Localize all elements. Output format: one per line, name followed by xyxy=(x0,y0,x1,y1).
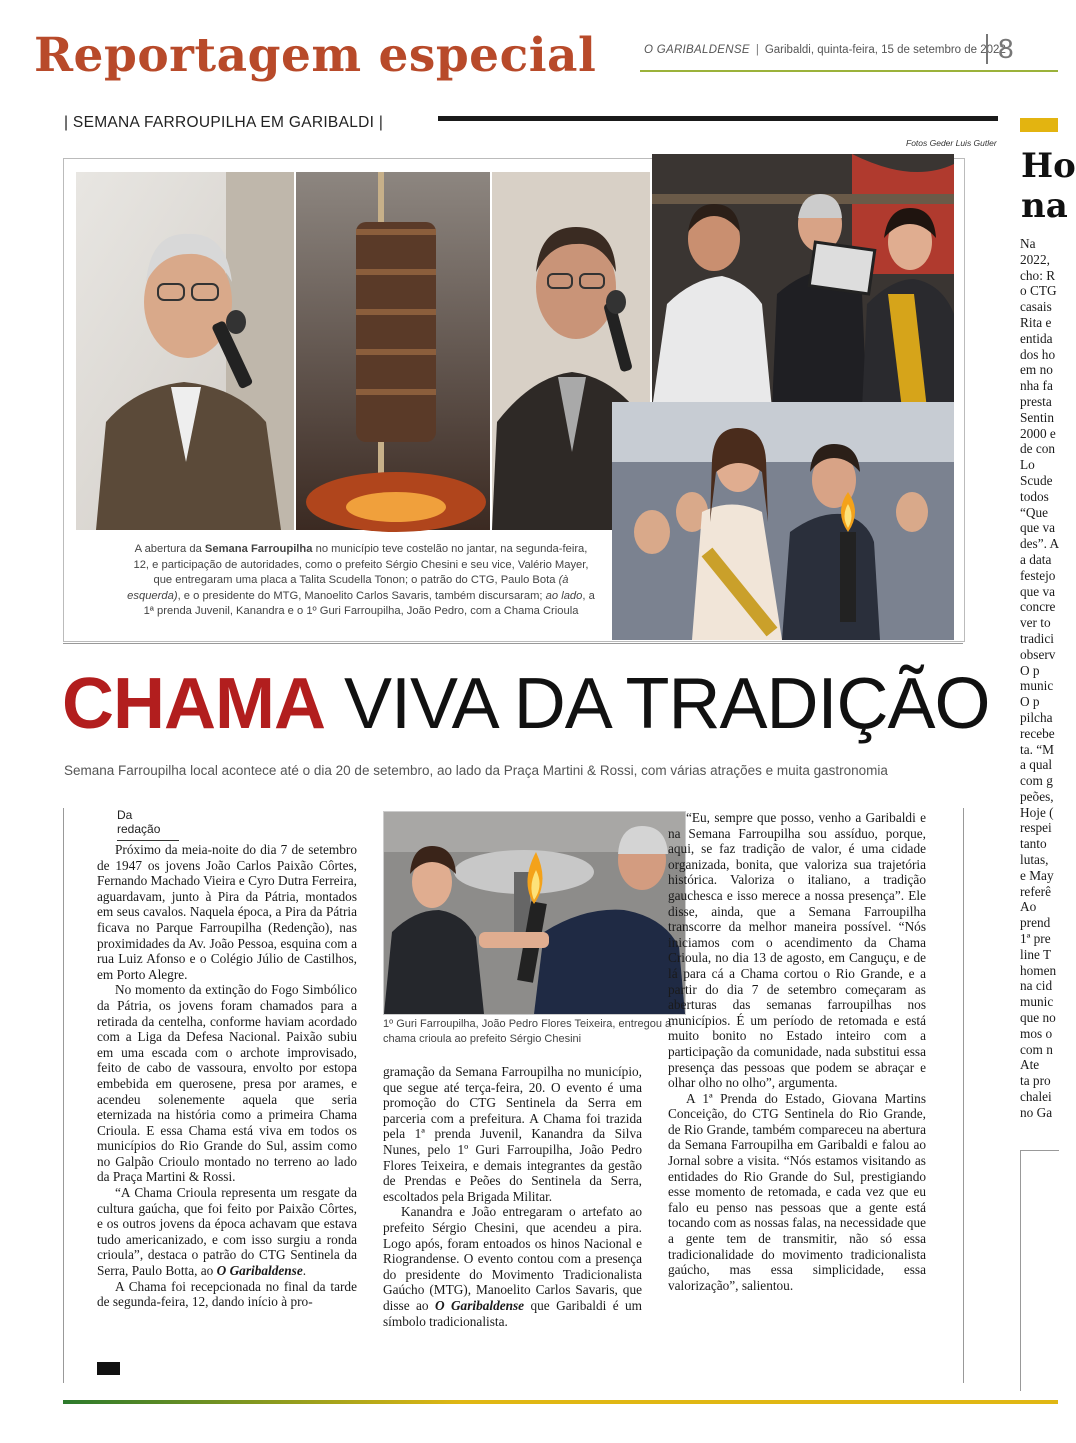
sidebar-line: prend xyxy=(1020,915,1051,931)
subheadline: Semana Farroupilha local acontece até o dia 20 de setembro, ao lado da Praça Martini & Rossi, com várias atrações e muita gastronomia xyxy=(64,763,888,778)
sidebar-line: 2022, xyxy=(1020,251,1050,267)
sidebar-line: na cid xyxy=(1020,978,1053,994)
divider xyxy=(63,643,963,644)
end-marker xyxy=(97,1362,120,1375)
dateline: Garibaldi, quinta-feira, 15 de setembro de 2022 xyxy=(764,44,1006,56)
page-number: 8 xyxy=(986,34,1014,64)
sidebar-line: Hoje ( xyxy=(1020,804,1054,820)
paragraph: No momento da extinção do Fogo Simbólico da Pátria, os jovens foram chamados para a retirada da centelha, conforme haviam acordado com a Liga da Defesa Nacional. Paixão subiu em uma escada com o archote improvisado, feito de cabo de vassoura, envolto por estopa embebida em querosene, presa por arames, e acendeu solenemente aquela que seria eternizada na história como a primeira Chama Crioula. E essa Chama está viva em todos os municípios do Rio Grande do Sul, assim como no Galpão Crioulo montado no terreno ao lado da Praça Martini & Rossi. xyxy=(97,982,357,1185)
paragraph: A 1ª Prenda do Estado, Giovana Martins Conceição, do CTG Sentinela do Rio Grande, de Rio Grande, também compareceu na abertura da Semana Farroupilha em Garibaldi e falou ao Jornal sobre a visita. “Nós estamos visitando as entidades do Rio Grande do Sul, prestigiando esse momento de retomada, e cada vez que eu falo eu penso nas pessoas que a gente está tocando com as nossas falas, na necessidade que a gente tem de transmitir, não só essa tradicionalidade do movimento tradicionalista gaúcho, mas essa simplicidade, essa valorização”, salientou. xyxy=(668,1090,926,1293)
sidebar-line: o CTG xyxy=(1020,283,1057,299)
sidebar-line: no Ga xyxy=(1020,1104,1053,1120)
article-column-1 xyxy=(97,842,357,1310)
sidebar-line: todos xyxy=(1020,488,1049,504)
sidebar-line: de con xyxy=(1020,441,1056,457)
sidebar-line: com n xyxy=(1020,1041,1053,1057)
sidebar-line: Ate xyxy=(1020,1057,1040,1073)
sidebar-line: “Que xyxy=(1020,504,1049,520)
headline-highlight: CHAMA xyxy=(62,664,325,744)
sidebar-line: dos ho xyxy=(1020,346,1056,362)
sidebar-line: concre xyxy=(1020,599,1056,615)
sidebar-line: mos o xyxy=(1020,1025,1053,1041)
sidebar-line: line T xyxy=(1020,946,1052,962)
sidebar-line: ta. “M xyxy=(1020,741,1054,757)
newspaper-name: O GARIBALDENSE xyxy=(644,44,750,56)
sidebar-line: em no xyxy=(1020,362,1053,378)
photo-credit: Fotos Geder Luis Gutler xyxy=(906,138,997,148)
sidebar-line: entida xyxy=(1020,330,1053,346)
sidebar-line: a qual xyxy=(1020,757,1053,773)
sidebar-line: que va xyxy=(1020,583,1056,599)
headline-rest: VIVA DA TRADIÇÃO xyxy=(324,664,990,744)
byline: Da redação xyxy=(117,808,179,841)
sidebar-line: a data xyxy=(1020,551,1052,567)
inline-photo-caption: 1º Guri Farroupilha, João Pedro Flores Teixeira, entregou a chama crioula ao prefeito Sérgio Chesini xyxy=(383,1018,672,1045)
masthead: O GARIBALDENSE | Garibaldi, quinta-feira, 15 de setembro de 2022 xyxy=(644,44,1006,56)
sidebar-line: festejo xyxy=(1020,567,1056,583)
sidebar-box xyxy=(1020,1150,1059,1391)
sidebar-line: que va xyxy=(1020,520,1056,536)
sidebar-line: munic xyxy=(1020,678,1054,694)
sidebar-column xyxy=(1020,236,1058,1121)
paragraph: Kanandra e João entregaram o artefato ao prefeito Sérgio Chesini, que acendeu a pira. Logo após, foram entoados os hinos Nacional e Riograndense. O evento contou com a presença do presidente do Movimento Tradicionalista Gaúcho (MTG), Manoelito Carlos Savaris, que disse ao O Garibaldense que Garibaldi é um símbolo tradicionalista. xyxy=(383,1204,642,1329)
sidebar-line: ver to xyxy=(1020,615,1051,631)
sidebar-line: 1ª pre xyxy=(1020,931,1051,947)
sidebar-line: com g xyxy=(1020,773,1053,789)
sidebar-line: ta pro xyxy=(1020,1073,1051,1089)
sidebar-headline: Ho na xyxy=(1021,146,1076,226)
sidebar-line: Na xyxy=(1020,236,1036,251)
sidebar-line: chalei xyxy=(1020,1089,1052,1105)
headline xyxy=(62,664,990,744)
sidebar-line: casais xyxy=(1020,299,1052,315)
photo-plaque xyxy=(652,154,954,409)
column-rule-left xyxy=(63,808,64,1383)
sidebar-line: peões, xyxy=(1020,788,1054,804)
sidebar-line: Rita e xyxy=(1020,314,1052,330)
paragraph: A Chama foi recepcionada no final da tarde de segunda-feira, 12, dando início à pro- xyxy=(97,1278,357,1310)
photo-speaker-left xyxy=(76,172,294,530)
sidebar-line: homen xyxy=(1020,962,1057,978)
column-rule-right xyxy=(963,808,964,1383)
sidebar-line: Scude xyxy=(1020,472,1053,488)
sidebar-line: Ao xyxy=(1020,899,1037,915)
sidebar-line: que no xyxy=(1020,1010,1056,1026)
sidebar-line: referê xyxy=(1020,883,1051,899)
article-column-3 xyxy=(668,810,926,1293)
sidebar-line: 2000 e xyxy=(1020,425,1056,441)
sidebar-line: O p xyxy=(1020,694,1040,710)
photo-costelao xyxy=(296,172,490,530)
sidebar-line: lutas, xyxy=(1020,852,1049,868)
kicker-rule xyxy=(438,116,998,121)
sidebar-line: observ xyxy=(1020,646,1056,662)
sidebar-line: nha fa xyxy=(1020,378,1053,394)
paragraph: “A Chama Crioula representa um resgate da cultura gaúcha, que foi feito por Paixão Côrtes, e os outros jovens da época achavam que estava tudo americanizado, e com isso surgiu a ronda crioula”, destaca o patrão do CTG Sentinela da Serra, Paulo Botta, ao O Garibaldense. xyxy=(97,1185,357,1279)
footer-rule xyxy=(63,1400,1058,1404)
sidebar-line: recebe xyxy=(1020,725,1055,741)
sidebar-color-tab xyxy=(1020,118,1058,132)
sidebar-line: Lo xyxy=(1020,457,1035,473)
article-column-2 xyxy=(383,1064,642,1329)
header-rule xyxy=(640,70,1058,72)
sidebar-line: cho: R xyxy=(1020,267,1056,283)
kicker: | SEMANA FARROUPILHA EM GARIBALDI | xyxy=(64,114,384,131)
sidebar-line: respei xyxy=(1020,820,1052,836)
sidebar-line: Sentin xyxy=(1020,409,1054,425)
sidebar-line: munic xyxy=(1020,994,1054,1010)
photo-collage xyxy=(63,158,965,642)
sidebar-line: des”. A xyxy=(1020,536,1060,552)
sidebar-line: tanto xyxy=(1020,836,1047,852)
photo-torch-handover xyxy=(383,811,686,1015)
sidebar-line: tradici xyxy=(1020,630,1054,646)
paragraph: Próximo da meia-noite do dia 7 de setembro de 1947 os jovens João Carlos Paixão Côrtes, Fernando Machado Vieira e Cyro Dutra Ferreira, aguardavam, junto à Pira da Pátria, montados em seus cavalos. Naquela época, a Pira da Pátria ficava no Parque Farroupilha (Redenção), nas proximidades da Av. João Pessoa, esquina com a rua Luiz Afonso e o Colégio Júlio de Castilhos, em Porto Alegre. xyxy=(97,842,357,982)
paragraph: “Eu, sempre que posso, venho a Garibaldi e na Semana Farroupilha sou assíduo, porque, aqui, se faz tradição de valor, é uma cidade organizada, bonita, que valoriza sua trajetória histórica. Valoriza o italiano, a tradição gauchesca e isso merece a nossa presença”. Ele disse, ainda, que a Semana Farroupilha transcorre da melhor maneira possível. “Nós iniciamos com o acendimento da Chama Crioula, no dia 13 de agosto, em Canguçu, e de lá para cá a Chama cortou o Rio Grande, e a partir do dia 7 de setembro começaram as aberturas das semanas farroupilhas nos municípios. É um período de retomada e está muito bonito no Estado inteiro com a participação da comunidade, nada substitui essa presença das pessoas que podem se abraçar e olhar olho no olho”, argumenta. xyxy=(668,810,926,1091)
sidebar-line: presta xyxy=(1020,393,1052,409)
sidebar-line: pilcha xyxy=(1020,709,1053,725)
photo-chama xyxy=(612,402,954,640)
photo-caption: A abertura da Semana Farroupilha no município teve costelão no jantar, na segunda-feira, 12, e participação de autoridades, como o prefeito Sérgio Chesini e seu vice, Valério Mayer, que entregaram uma placa a Talita Scudella Tonon; o patrão do CTG, Paulo Bota (à esquerda), e o presidente do MTG, Manoelito Carlos Savaris, também discursaram; ao lado, a 1ª prenda Juvenil, Kanandra e o 1º Guri Farroupilha, João Pedro, com a Chama Crioula xyxy=(127,543,595,618)
paragraph: gramação da Semana Farroupilha no município, que segue até terça-feira, 20. O evento é uma promoção do CTG Sentinela da Serra em parceria com a prefeitura. A Chama foi trazida pela 1ª prenda Juvenil, Kanandra da Silva Nunes, pelo 1º Guri Farroupilha, João Pedro Flores Teixeira, e demais integrantes da gestão de Prendas e Peões do Sentinela da Serra, escoltados pela Brigada Militar. xyxy=(383,1064,642,1204)
sidebar-line: e May xyxy=(1020,867,1054,883)
section-title: Reportagem especial xyxy=(34,28,597,83)
sidebar-line: O p xyxy=(1020,662,1040,678)
